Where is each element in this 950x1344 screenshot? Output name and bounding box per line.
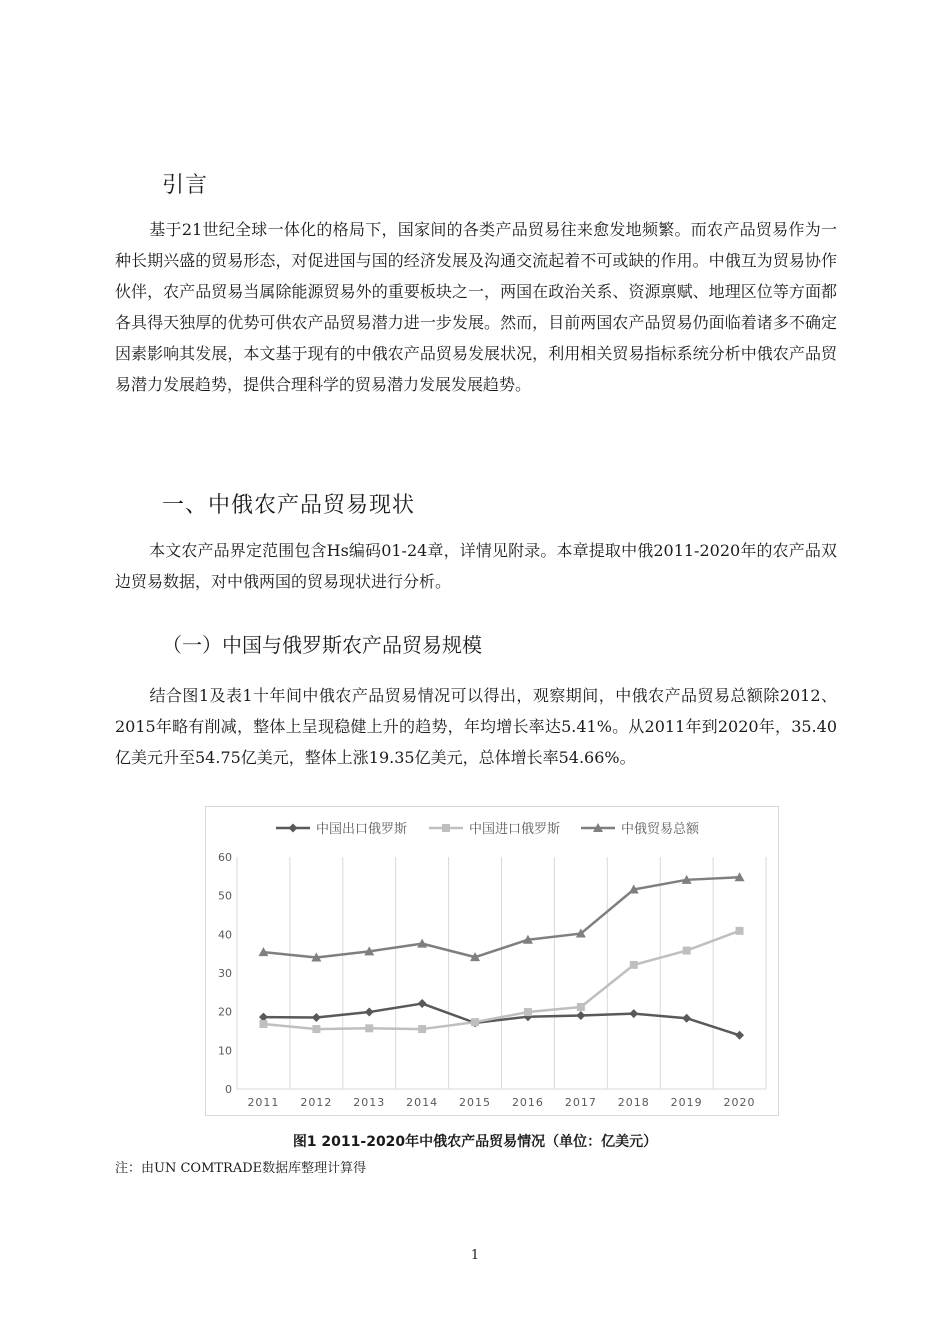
figure-note: 注：由UN COMTRADE数据库整理计算得	[115, 1161, 367, 1176]
subsection1-paragraph	[115, 680, 837, 773]
data-point-series-2	[736, 927, 744, 935]
legend-label: 中俄贸易总额	[621, 822, 700, 837]
data-point-series-2	[312, 1025, 320, 1033]
x-tick-label: 2016	[511, 1096, 544, 1109]
y-tick-label: 30	[218, 967, 232, 980]
data-point-series-2	[630, 961, 638, 969]
section1-heading: 一、中俄农产品贸易现状	[162, 493, 416, 518]
legend-marker	[442, 824, 450, 832]
x-tick-label: 2013	[353, 1096, 386, 1109]
page-number: 1	[470, 1248, 480, 1263]
trade-chart	[205, 806, 779, 1116]
y-tick-label: 10	[218, 1044, 232, 1058]
data-point-series-1	[312, 1013, 321, 1022]
data-point-series-2	[577, 1003, 585, 1011]
section1-paragraph	[115, 535, 837, 597]
x-tick-label: 2014	[406, 1096, 439, 1109]
legend-label: 中国进口俄罗斯	[469, 822, 561, 837]
x-tick-label: 2015	[459, 1096, 492, 1109]
section1-paragraph-text: 本文农产品界定范围包含Hs编码01-24章，详情见附录。本章提取中俄2011-2020年的农产品双边贸易数据，对中俄两国的贸易现状进行分析。	[115, 541, 837, 591]
data-point-series-2	[418, 1025, 426, 1033]
y-tick-label: 20	[218, 1005, 232, 1019]
data-point-series-1	[735, 1031, 744, 1040]
y-tick-label: 50	[218, 889, 232, 903]
data-point-series-1	[365, 1008, 374, 1017]
x-tick-label: 2020	[723, 1096, 756, 1109]
intro-paragraph	[115, 214, 837, 400]
data-point-series-2	[259, 1020, 267, 1028]
x-tick-label: 2018	[617, 1096, 650, 1109]
data-point-series-1	[629, 1009, 638, 1018]
data-point-series-2	[683, 947, 691, 955]
data-point-series-2	[524, 1008, 532, 1016]
legend-label: 中国出口俄罗斯	[316, 822, 408, 837]
legend-marker	[289, 824, 298, 833]
y-tick-label: 60	[218, 851, 232, 864]
intro-heading: 引言	[162, 173, 209, 198]
intro-paragraph-text: 基于21世纪全球一体化的格局下，国家间的各类产品贸易往来愈发地频繁。而农产品贸易作为一种长期兴盛的贸易形态，对促进国与国的经济发展及沟通交流起着不可或缺的作用。中俄互为贸易协作伙伴，农产品贸易当属除能源贸易外的重要板块之一，两国在政治关系、资源禀赋、地理区位等方面都各具得天独厚的优势可供农产品贸易潜力进一步发展。然而，目前两国农产品贸易仍面临着诸多不确定因素影响其发展，本文基于现有的中俄农产品贸易发展状况，利用相关贸易指标系统分析中俄农产品贸易潜力发展趋势，提供合理科学的贸易潜力发展发展趋势。	[115, 220, 837, 394]
data-point-series-1	[682, 1014, 691, 1023]
subsection1-paragraph-text: 结合图1及表1十年间中俄农产品贸易情况可以得出，观察期间，中俄农产品贸易总额除2012、2015年略有削减，整体上呈现稳健上升的趋势，年均增长率达5.41%。从2011年到2020年，35.40亿美元升至54.75亿美元，整体上涨19.35亿美元，总体增长率54.66%。	[115, 686, 837, 767]
figure-caption: 图1 2011-2020年中俄农产品贸易情况（单位：亿美元）	[292, 1134, 658, 1150]
data-point-series-1	[418, 999, 427, 1008]
data-point-series-2	[471, 1018, 479, 1026]
x-tick-label: 2011	[247, 1096, 280, 1109]
x-tick-label: 2012	[300, 1096, 333, 1109]
y-tick-label: 0	[225, 1083, 232, 1096]
data-point-series-2	[365, 1024, 373, 1032]
data-point-series-1	[576, 1011, 585, 1020]
subsection1-heading: （一）中国与俄罗斯农产品贸易规模	[162, 633, 482, 657]
x-tick-label: 2017	[564, 1096, 597, 1109]
x-tick-label: 2019	[670, 1096, 703, 1109]
y-tick-label: 40	[218, 928, 232, 942]
trade-line-chart	[206, 807, 778, 1115]
